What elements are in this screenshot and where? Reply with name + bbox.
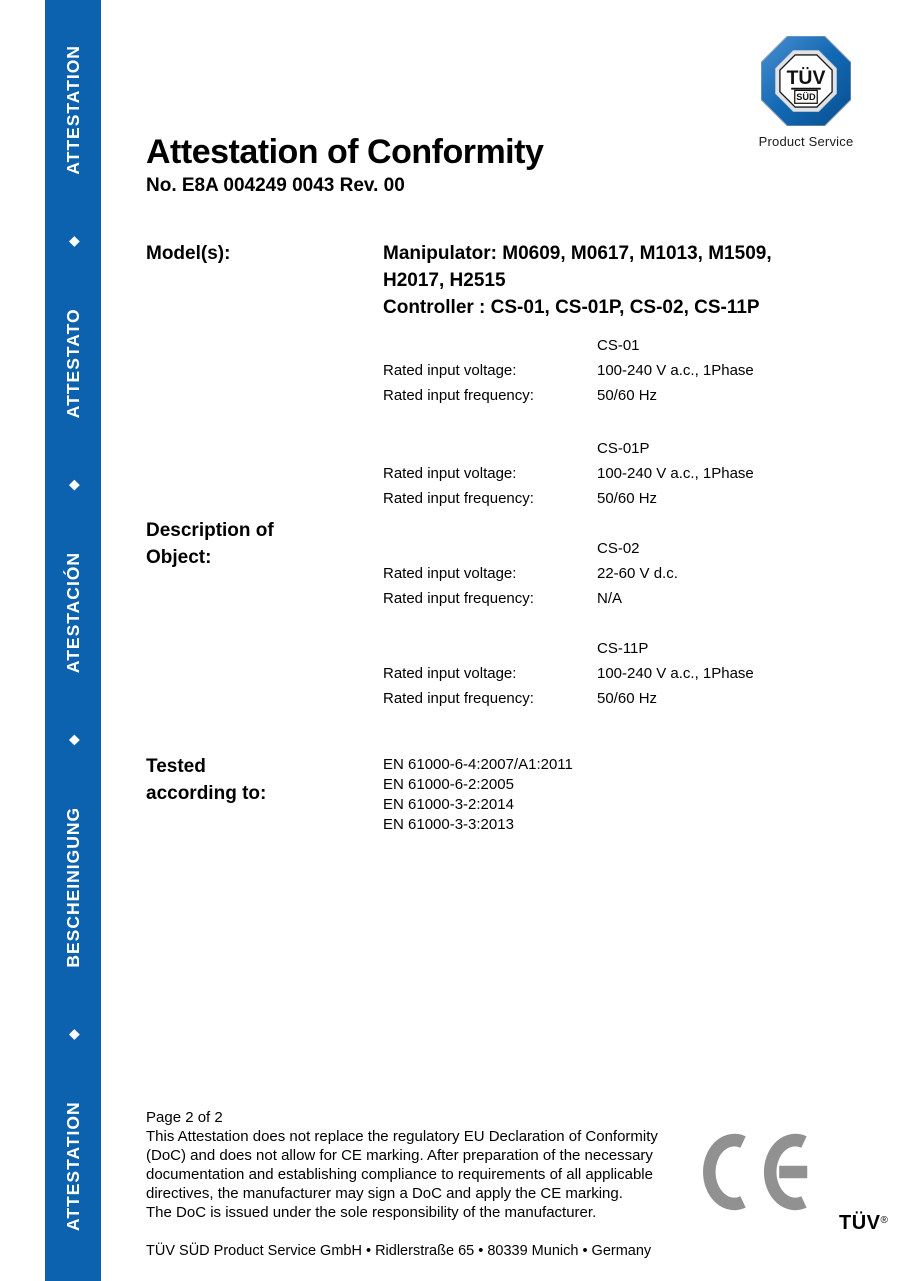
standard-item: EN 61000-6-2:2005 <box>383 776 514 793</box>
rated-frequency-label: Rated input frequency: <box>383 387 534 404</box>
rated-frequency-value: 50/60 Hz <box>597 490 658 507</box>
description-of-object-label <box>146 517 274 571</box>
rated-voltage-value: 100-240 V a.c., 1Phase <box>597 362 754 379</box>
spacer <box>383 536 597 561</box>
models-label: Model(s): <box>146 243 231 264</box>
models-line: Manipulator: M0609, M0617, M1013, M1509, <box>383 243 772 264</box>
page-indicator: Page 2 of 2 <box>146 1109 223 1126</box>
spec-group-cs11p <box>383 636 843 711</box>
rated-voltage-label: Rated input voltage: <box>383 665 517 682</box>
standard-item: EN 61000-6-4:2007/A1:2011 <box>383 756 573 773</box>
diamond-separator-icon: ◆ <box>64 1029 81 1040</box>
spacer <box>383 436 597 461</box>
svg-text:TÜV: TÜV <box>786 67 826 90</box>
svg-text:SÜD: SÜD <box>796 92 816 103</box>
disclaimer-last-line: The DoC is issued under the sole responsibility of the manufacturer. <box>146 1204 597 1221</box>
tested-label-line2: according to: <box>146 783 267 804</box>
tested-according-to-label <box>146 753 266 807</box>
band-word-attestation-en-top: ATTESTATION <box>62 45 83 175</box>
band-word-attestation-en-bottom: ATTESTATION <box>62 1101 83 1231</box>
diamond-separator-icon: ◆ <box>64 236 81 247</box>
rated-frequency-label: Rated input frequency: <box>383 590 534 607</box>
spec-group-cs01p <box>383 436 843 511</box>
tuv-sud-logo <box>754 36 858 149</box>
left-band-rotated-text <box>45 0 101 1281</box>
logo-caption: Product Service <box>758 134 854 149</box>
models-line: Controller : CS-01, CS-01P, CS-02, CS-11P <box>383 297 760 318</box>
registered-symbol: ® <box>880 1215 889 1226</box>
standard-item: EN 61000-3-2:2014 <box>383 796 514 813</box>
standards-list <box>383 755 573 835</box>
rated-frequency-value: N/A <box>597 590 623 607</box>
controller-name: CS-01P <box>597 440 650 457</box>
description-label-line2: Object: <box>146 547 212 568</box>
description-label-line1: Description of <box>146 520 274 541</box>
rated-frequency-label: Rated input frequency: <box>383 490 534 507</box>
rated-frequency-label: Rated input frequency: <box>383 690 534 707</box>
rated-voltage-label: Rated input voltage: <box>383 565 517 582</box>
left-attestation-band <box>45 0 101 1281</box>
rated-voltage-label: Rated input voltage: <box>383 362 517 379</box>
diamond-separator-icon: ◆ <box>64 734 81 746</box>
spacer <box>383 636 597 661</box>
tuv-sud-octagon-icon <box>761 36 851 126</box>
spec-group-cs01 <box>383 333 843 408</box>
ce-mark-icon <box>698 1133 814 1216</box>
controller-name: CS-02 <box>597 540 640 557</box>
footer-disclaimer-block <box>146 1108 698 1222</box>
diamond-separator-icon: ◆ <box>64 479 81 491</box>
band-word-atestacion-es: ATESTACIÓN <box>62 551 83 674</box>
rated-frequency-value: 50/60 Hz <box>597 387 658 404</box>
tuv-mark-text: TÜV <box>839 1212 881 1234</box>
band-word-attestato-it: ATTESTATO <box>62 308 83 419</box>
controller-name: CS-11P <box>597 640 649 657</box>
controller-name: CS-01 <box>597 337 640 354</box>
models-line: H2017, H2515 <box>383 270 506 291</box>
page-title: Attestation of Conformity <box>146 133 544 171</box>
rated-voltage-value: 100-240 V a.c., 1Phase <box>597 465 754 482</box>
spacer <box>383 333 597 358</box>
disclaimer-paragraph: This Attestation does not replace the regulatory EU Declaration of Conformity (DoC) and does not allow for CE marking. After preparation of the necessary documentation and establishing compliance to requirements of all applicable directives, the manufacturer may sign a DoC and apply the CE marking. <box>146 1128 658 1202</box>
tuv-registered-mark <box>839 1212 888 1235</box>
certificate-number: No. E8A 004249 0043 Rev. 00 <box>146 175 405 196</box>
company-address: TÜV SÜD Product Service GmbH • Ridlerstraße 65 • 80339 Munich • Germany <box>146 1243 652 1259</box>
rated-voltage-value: 22-60 V d.c. <box>597 565 678 582</box>
rated-voltage-value: 100-240 V a.c., 1Phase <box>597 665 754 682</box>
standard-item: EN 61000-3-3:2013 <box>383 816 514 833</box>
tested-label-line1: Tested <box>146 756 206 777</box>
models-values <box>383 240 772 321</box>
spec-group-cs02 <box>383 536 843 611</box>
rated-voltage-label: Rated input voltage: <box>383 465 517 482</box>
rated-frequency-value: 50/60 Hz <box>597 690 658 707</box>
band-word-bescheinigung-de: BESCHEINIGUNG <box>62 806 83 968</box>
